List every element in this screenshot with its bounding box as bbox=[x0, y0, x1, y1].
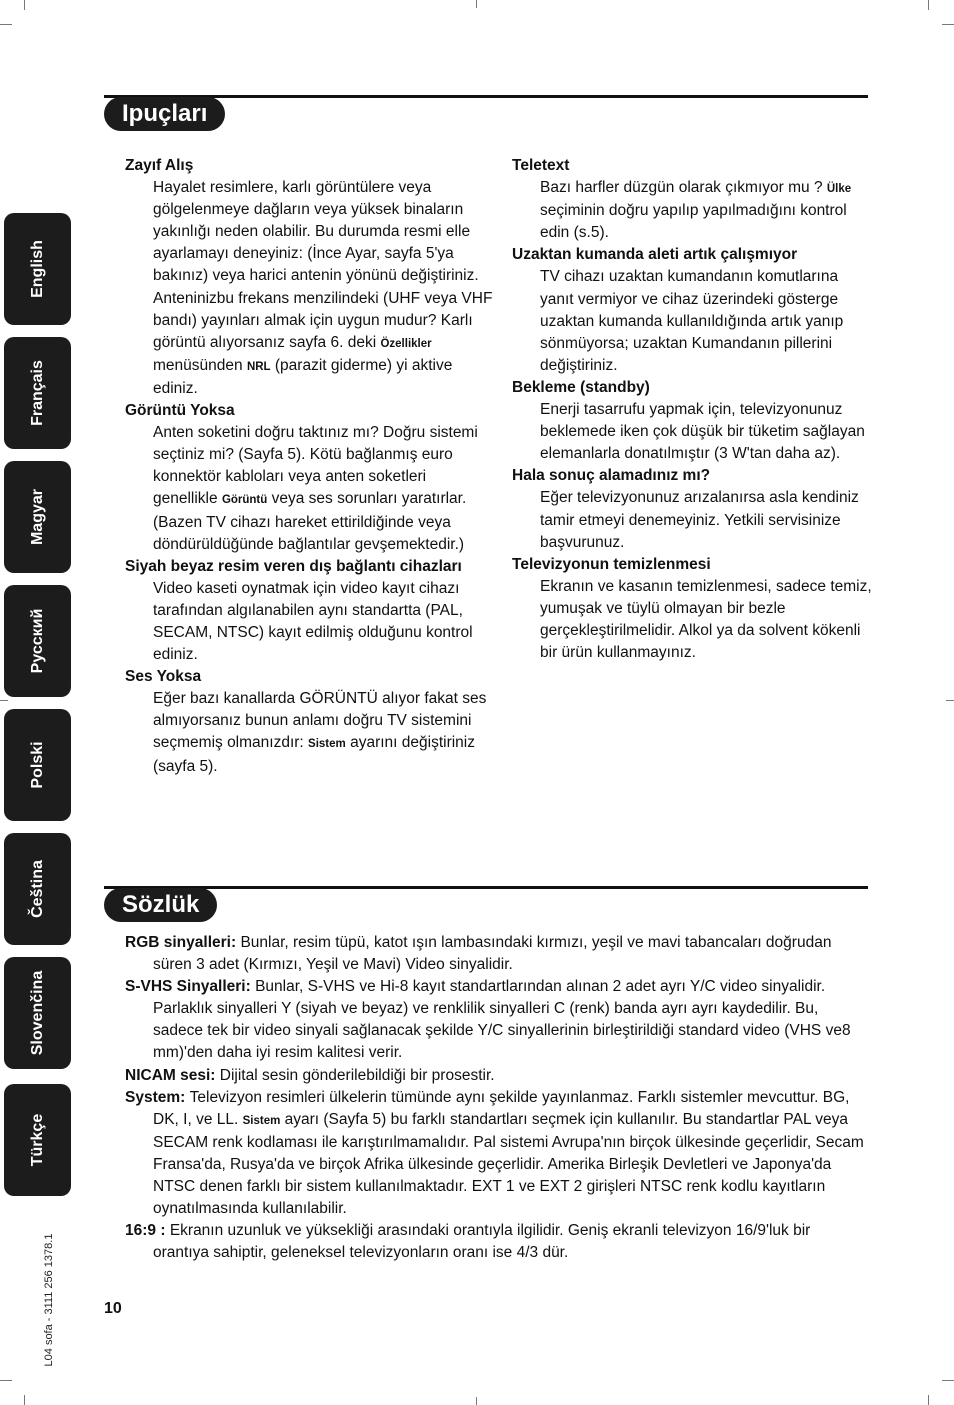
glossary-term: NICAM sesi: bbox=[125, 1066, 220, 1084]
crop-mark bbox=[942, 24, 954, 25]
language-tab-label: Français bbox=[28, 360, 46, 426]
language-tab-label: Magyar bbox=[28, 488, 46, 546]
language-tab[interactable] bbox=[4, 833, 71, 945]
text-run: Video kaseti oynatmak için video kayıt cihazı tarafından algılanabilen aynı standartta (PAL, SECAM, NTSC) kayıt edilmiş olduğunu kontrol ediniz. bbox=[153, 579, 473, 664]
text-run: Hayalet resimlere, karlı görüntülere veya gölgelenmeye dağların veya yüksek binaların yakınlığı neden olabilir. Bu durumda resmi elle ayarlamayı deneyiniz: (İnce Ayar, sayfa 5'ya bakınız) veya harici antenin yönünü değiştiriniz. Anteninizbu frekans menzilindeki (UHF veya VHF bandı) yayınları almak için uygun mudur? Karlı görüntü alıyorsanız sayfa 6. deki bbox=[153, 179, 493, 351]
glossary-entry bbox=[125, 1220, 870, 1264]
glossary-entry bbox=[125, 976, 870, 1064]
glossary-entry bbox=[125, 932, 870, 976]
language-tab-label: Türkçe bbox=[28, 1113, 46, 1167]
text-run: Bunlar, resim tüpü, katot ışın lambasındaki kırmızı, yeşil ve mavi tabancaları doğrudan süren 3 adet (Kırmızı, Yeşil ve Mavi) Video sinyalidir. bbox=[153, 934, 832, 974]
language-tab[interactable] bbox=[4, 337, 71, 449]
crop-mark bbox=[0, 1380, 12, 1381]
text-run: Dijital sesin gönderilebildiği bir prosestir. bbox=[219, 1066, 495, 1084]
tip-heading: Zayıf Alış bbox=[125, 157, 194, 174]
language-tab[interactable] bbox=[4, 213, 71, 325]
tip-body bbox=[153, 177, 493, 400]
page-number: 10 bbox=[104, 1300, 122, 1317]
crop-mark bbox=[0, 700, 8, 701]
text-run: TV cihazı uzaktan kumandanın komutlarına yanıt vermiyor ve cihaz üzerindeki gösterge uzaktan kumanda kullanıldığında artık yanıp sönmüyorsa; uzaktan Kumandanın pillerini değiştiriniz. bbox=[540, 268, 844, 374]
text-run: menüsünden bbox=[153, 356, 247, 374]
crop-mark bbox=[942, 1380, 954, 1381]
section-title-tips: Ipuçları bbox=[104, 97, 225, 131]
text-run: Ekranın ve kasanın temizlenmesi, sadece temiz, yumuşak ve tüylü olmayan bir bezle gerçekleştirilmelidir. Alkol ya da solvent kökenli bir ürün kullanmayınız. bbox=[540, 577, 872, 662]
tip-body bbox=[540, 177, 872, 244]
text-run: (parazit giderme) yi aktive ediniz. bbox=[153, 356, 453, 397]
menu-term: Özellikler bbox=[380, 337, 432, 350]
glossary-entry bbox=[125, 1065, 870, 1087]
glossary-term: RGB sinyalleri: bbox=[125, 934, 241, 951]
crop-mark bbox=[946, 700, 954, 701]
text-run: ayarını değiştiriniz (sayfa 5). bbox=[153, 734, 475, 775]
language-tab-label: Slovenčina bbox=[28, 970, 46, 1056]
language-tab[interactable] bbox=[4, 461, 71, 573]
tip-heading: Bekleme (standby) bbox=[512, 378, 650, 396]
tip-heading: Görüntü Yoksa bbox=[125, 402, 235, 420]
glossary-list bbox=[125, 932, 870, 1264]
text-run: Ekranın uzunluk ve yüksekliği arasındaki orantıyla ilgilidir. Geniş ekranli televizyon 16/9'luk bir orantıya sahiptir, geleneksel televizyonların oranı ise 4/3 dür. bbox=[153, 1222, 811, 1262]
text-run: ayarı (Sayfa 5) bu farklı standartları seçmek için kullanılır. Bu standartlar PAL veya SECAM renk kodlaması ile karıştırılmamalıdır. Pal sistemi Avrupa'nın birçok ülkesinde geçerlidir, Secam Fransa'da, Rusya'da ve birçok Afrika ülkesinde geçerlidir. Amerika Birleşik Devletleri ve Japonya'da NTSC denen farklı bir sistem kullanılmaktadır. EXT 1 ve EXT 2 girişleri NTSC renk kodlu kayıtların oynatılmasında kullanılabilir. bbox=[153, 1110, 864, 1218]
language-tab-label: Čeština bbox=[28, 860, 46, 918]
section-rule bbox=[104, 886, 868, 889]
tips-right-column bbox=[512, 155, 872, 664]
text-run: veya ses sorunları yaratırlar. (Bazen TV cihazı hareket ettirildiğinde veya döndürüldüğünde bağlantılar gevşemektedir.) bbox=[153, 490, 467, 553]
glossary-term: System: bbox=[125, 1088, 190, 1106]
language-tab-label: Русский bbox=[28, 608, 46, 674]
menu-term: Sistem bbox=[242, 1114, 281, 1127]
text-run: Eğer bazı kanallarda GÖRÜNTÜ alıyor fakat ses almıyorsanız bunun anlamı doğru TV sistemini seçmemiş olmanızdır: bbox=[153, 690, 487, 752]
tip-body bbox=[540, 399, 872, 465]
tip-heading: Teletext bbox=[512, 157, 570, 174]
tip-body bbox=[153, 688, 493, 777]
text-run: Bunlar, S-VHS ve Hi-8 kayıt standartlarından alınan 2 adet ayrı Y/C video sinyalidir. Parlaklık sinyalleri Y (siyah ve beyaz) ve renklilik sinyalleri C (renk) banda ayrı ayrı kaydedilir. Bu, sadece tek bir video sinyali sağlanacak şekilde Y/C sinyallerinin birleştirildiği standard video (VHS ve8 mm)'den daha iyi resim kalitesi verir. bbox=[153, 978, 851, 1062]
text-run: Bazı harfler düzgün olarak çıkmıyor mu ? bbox=[540, 179, 827, 197]
tip-body bbox=[540, 576, 872, 664]
language-tab[interactable] bbox=[4, 709, 71, 821]
tip-heading: Hala sonuç alamadınız mı? bbox=[512, 467, 711, 485]
crop-mark bbox=[476, 0, 477, 8]
section-rule bbox=[104, 95, 868, 98]
tip-heading: Siyah beyaz resim veren dış bağlantı cihazları bbox=[125, 557, 462, 575]
glossary-term: S-VHS Sinyalleri: bbox=[125, 978, 256, 996]
text-run: seçiminin doğru yapılıp yapılmadığını kontrol edin (s.5). bbox=[540, 202, 847, 242]
tip-body bbox=[540, 266, 872, 376]
crop-mark bbox=[928, 0, 929, 10]
menu-term: NRL bbox=[246, 360, 271, 373]
language-tab-label: Polski bbox=[28, 741, 46, 789]
language-tab-label: English bbox=[28, 240, 46, 298]
language-tab[interactable] bbox=[4, 957, 71, 1069]
glossary-entry bbox=[125, 1087, 870, 1221]
tip-body bbox=[153, 578, 493, 666]
glossary-term: 16:9 : bbox=[125, 1222, 170, 1240]
section-title-glossary: Sözlük bbox=[104, 888, 217, 922]
crop-mark bbox=[476, 1397, 477, 1405]
tip-body bbox=[153, 422, 493, 556]
tip-heading: Televizyonun temizlenmesi bbox=[512, 555, 711, 573]
tip-heading: Ses Yoksa bbox=[125, 668, 202, 686]
crop-mark bbox=[24, 0, 25, 10]
document-code: L04 sofa - 3111 256 1378.1 bbox=[43, 1233, 55, 1367]
text-run: Anten soketini doğru taktınız mı? Doğru sistemi seçtiniz mi? (Sayfa 5). Kötü bağlanmış euro konnektör kabloları veya anten soketleri genellikle bbox=[153, 424, 478, 508]
menu-term: Ülke bbox=[826, 183, 852, 196]
language-tab[interactable] bbox=[4, 1084, 71, 1196]
tip-body bbox=[540, 487, 872, 553]
menu-term: Sistem bbox=[308, 738, 346, 751]
tip-heading: Uzaktan kumanda aleti artık çalışmıyor bbox=[512, 246, 798, 264]
text-run: Televizyon resimleri ülkelerin tümünde aynı şekilde yayınlanmaz. Farklı sistemler mevcuttur. BG, DK, I, ve LL. bbox=[153, 1088, 850, 1128]
crop-mark bbox=[24, 1395, 25, 1405]
crop-mark bbox=[0, 24, 12, 25]
text-run: Eğer televizyonunuz arızalanırsa asla kendiniz tamir etmeyi denemeyiniz. Yetkili servisinize başvurunuz. bbox=[540, 489, 859, 551]
text-run: Enerji tasarrufu yapmak için, televizyonunuz beklemede iken çok düşük bir tüketim sağlayan elemanlarla donatılmıştır (3 W'tan daha az). bbox=[540, 401, 865, 463]
crop-mark bbox=[928, 1395, 929, 1405]
language-tab[interactable] bbox=[4, 585, 71, 697]
tips-left-column bbox=[125, 155, 493, 778]
menu-term: Görüntü bbox=[221, 494, 268, 507]
